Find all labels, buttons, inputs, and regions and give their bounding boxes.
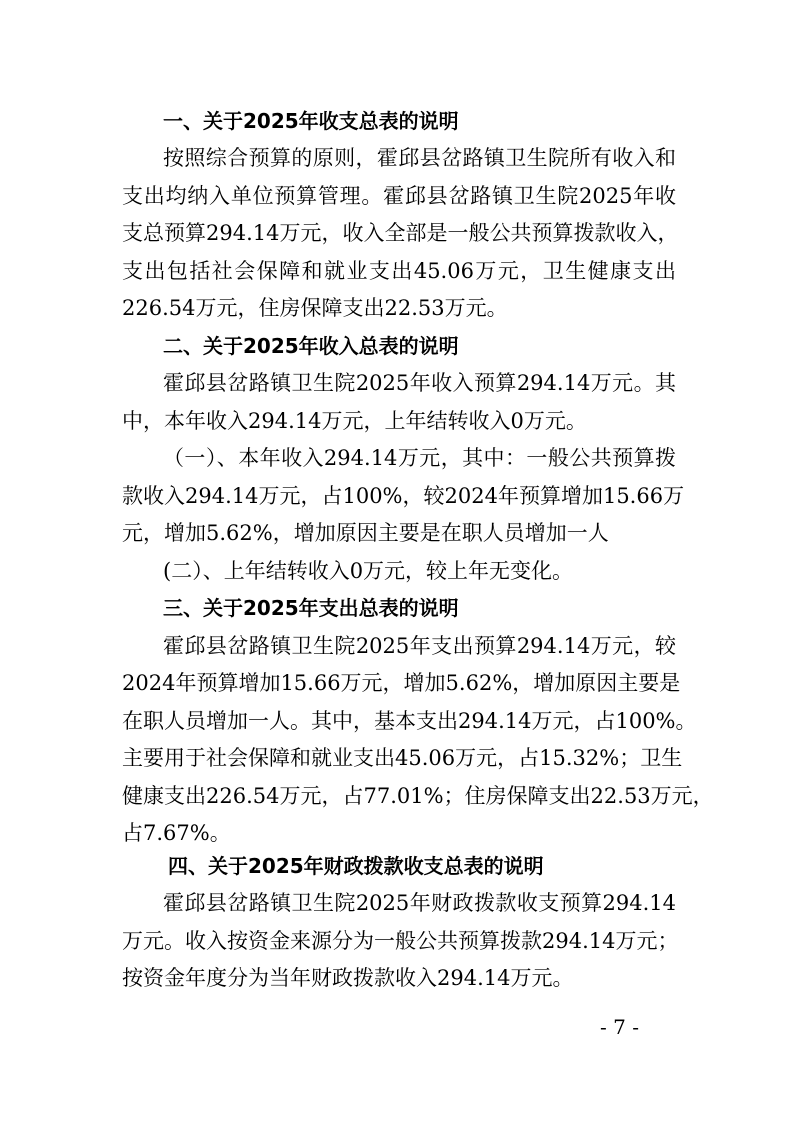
- paragraph-line: 226.54万元，住房保障支出22.53万元。: [122, 296, 508, 320]
- paragraph-line: 霍邱县岔路镇卫生院2025年收入预算294.14万元。其: [163, 371, 676, 395]
- paragraph-line: 款收入294.14万元，占100%，较2024年预算增加15.66万: [122, 484, 685, 508]
- paragraph-line: 霍邱县岔路镇卫生院2025年财政拨款收支预算294.14: [163, 891, 676, 915]
- section-heading-2: 二、关于2025年收入总表的说明: [163, 334, 459, 358]
- paragraph-line: 万元。收入按资金来源分为一般公共预算拨款294.14万元；: [122, 929, 679, 953]
- paragraph-line: （一）、本年收入294.14万元，其中：一般公共预算拨: [163, 446, 676, 470]
- paragraph-line: 支出包括社会保障和就业支出45.06万元，卫生健康支出: [122, 259, 676, 283]
- page-number: - 7 -: [600, 1015, 639, 1039]
- paragraph-line: 2024年预算增加15.66万元，增加5.62%，增加原因主要是: [122, 671, 681, 695]
- paragraph-line: 元，增加5.62%，增加原因主要是在职人员增加一人: [122, 521, 609, 545]
- section-heading-3: 三、关于2025年支出总表的说明: [163, 596, 459, 620]
- paragraph-line: 霍邱县岔路镇卫生院2025年支出预算294.14万元，较: [163, 634, 676, 658]
- section-heading-1: 一、关于2025年收支总表的说明: [163, 109, 459, 133]
- paragraph-line: 按照综合预算的原则，霍邱县岔路镇卫生院所有收入和: [163, 146, 676, 170]
- paragraph-line: 支出均纳入单位预算管理。霍邱县岔路镇卫生院2025年收: [122, 184, 676, 208]
- section-heading-4: 四、关于2025年财政拨款收支总表的说明: [168, 854, 544, 878]
- paragraph-line: 中，本年收入294.14万元，上年结转收入0万元。: [122, 409, 587, 433]
- paragraph-line: 支总预算294.14万元，收入全部是一般公共预算拨款收入，: [122, 221, 679, 245]
- paragraph-line: 占7.67%。: [122, 821, 231, 845]
- paragraph-line: (二）、上年结转收入0万元，较上年无变化。: [163, 559, 574, 583]
- paragraph-line: 主要用于社会保障和就业支出45.06万元，占15.32%；卫生: [122, 746, 683, 770]
- paragraph-line: 在职人员增加一人。其中，基本支出294.14万元，占100%。: [122, 709, 697, 733]
- paragraph-line: 健康支出226.54万元，占77.01%；住房保障支出22.53万元，: [122, 784, 714, 808]
- paragraph-line: 按资金年度分为当年财政拨款收入294.14万元。: [122, 966, 574, 990]
